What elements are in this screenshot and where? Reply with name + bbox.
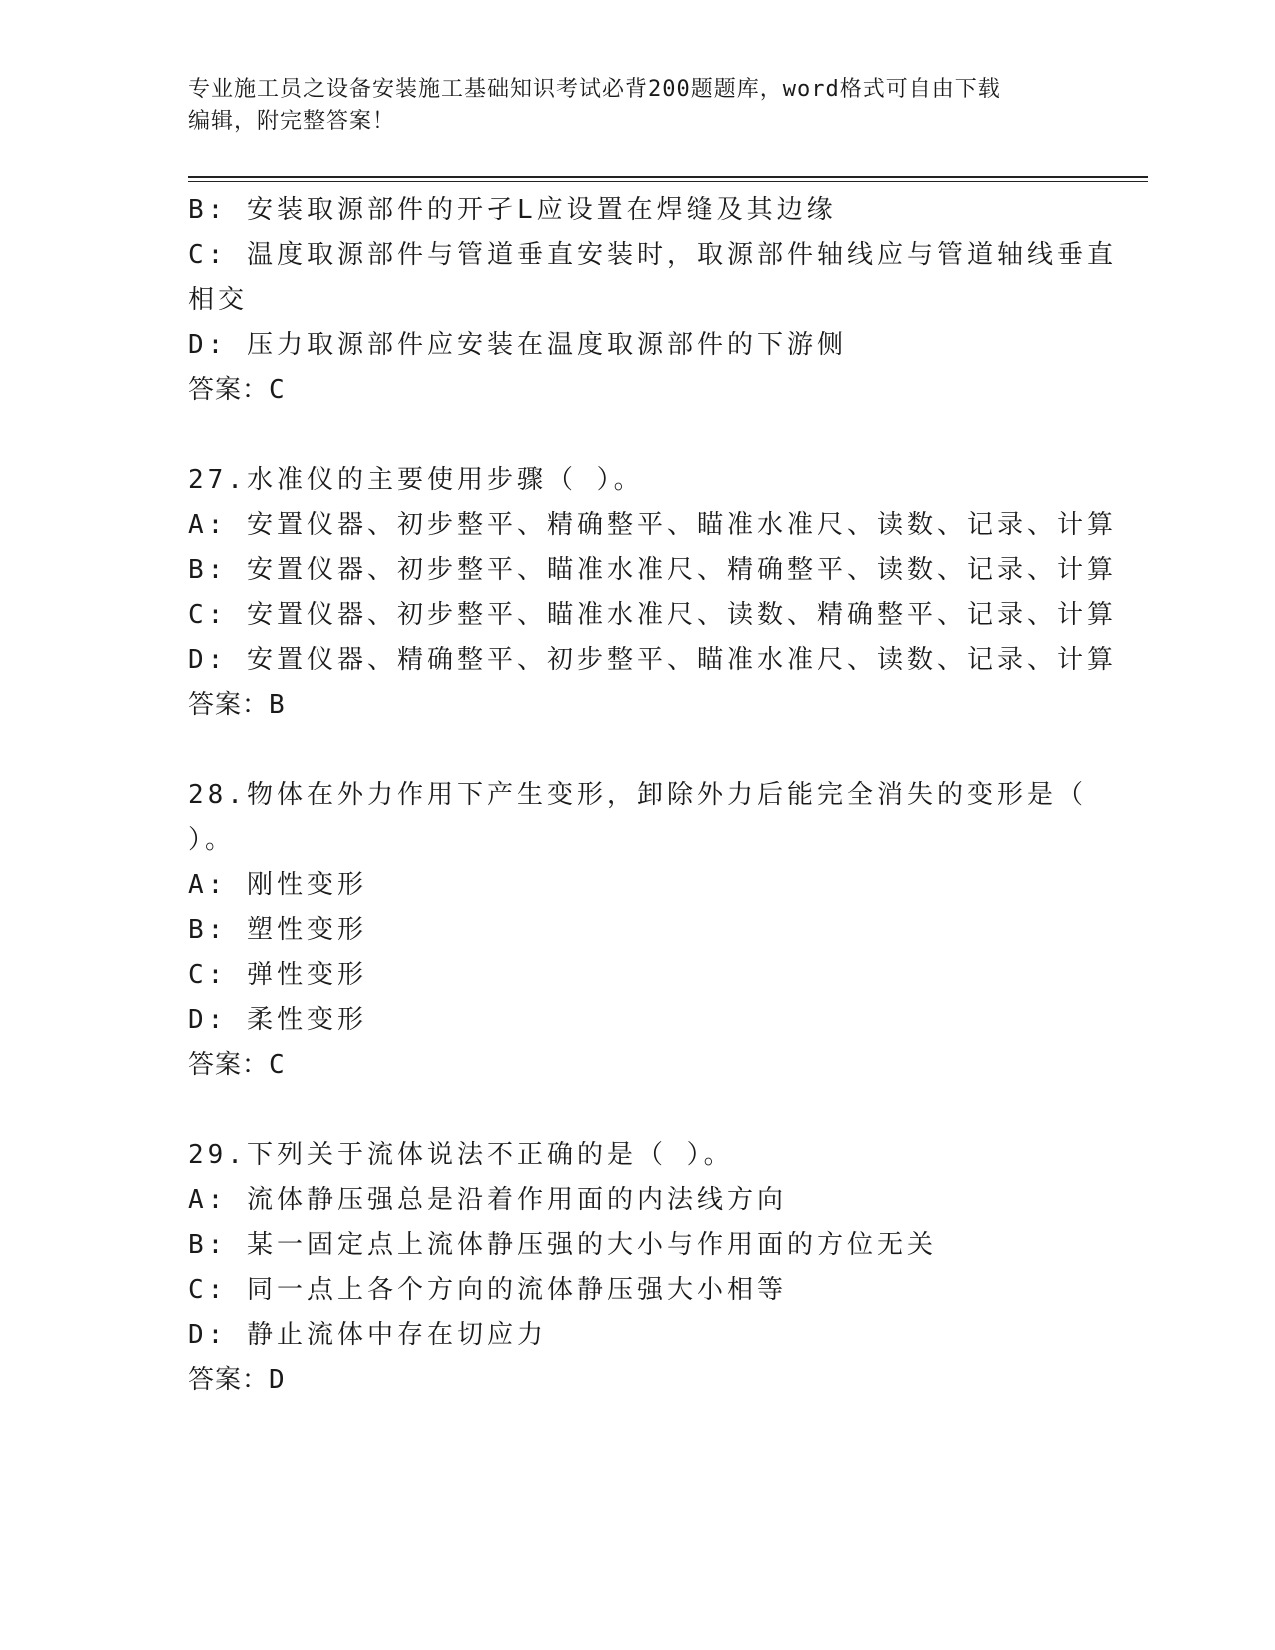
option-d: D: 安置仪器、精确整平、初步整平、瞄准水准尺、读数、记录、计算 xyxy=(188,645,1117,675)
answer: 答案：B xyxy=(188,690,286,720)
question-29 xyxy=(188,1133,1088,1403)
option-d: D: 压力取源部件应安装在温度取源部件的下游侧 xyxy=(188,330,847,360)
option-a: A: 流体静压强总是沿着作用面的内法线方向 xyxy=(188,1185,787,1215)
option-c-continued: 相交 xyxy=(188,285,249,315)
answer: 答案：C xyxy=(188,1050,286,1080)
option-d: D: 柔性变形 xyxy=(188,1005,367,1035)
header-rule-thin xyxy=(188,181,1148,182)
option-a: A: 刚性变形 xyxy=(188,870,367,900)
question-stem: 29.下列关于流体说法不正确的是（ ）。 xyxy=(188,1140,734,1170)
answer: 答案：C xyxy=(188,375,286,405)
header-rule-thick xyxy=(188,176,1148,178)
header-title-line1: 专业施工员之设备安装施工基础知识考试必背200题题库，word格式可自由下载 xyxy=(188,77,1001,102)
option-c: C: 温度取源部件与管道垂直安装时，取源部件轴线应与管道轴线垂直 xyxy=(188,240,1117,270)
option-a: A: 安置仪器、初步整平、精确整平、瞄准水准尺、读数、记录、计算 xyxy=(188,510,1117,540)
question-27 xyxy=(188,458,1117,728)
option-b: B: 某一固定点上流体静压强的大小与作用面的方位无关 xyxy=(188,1230,937,1260)
question-stem: 27.水准仪的主要使用步骤（ ）。 xyxy=(188,465,644,495)
option-c: C: 同一点上各个方向的流体静压强大小相等 xyxy=(188,1275,787,1305)
question-list xyxy=(188,188,1117,1403)
question-stem: 28.物体在外力作用下产生变形，卸除外力后能完全消失的变形是（ xyxy=(188,780,1087,810)
option-d: D: 静止流体中存在切应力 xyxy=(188,1320,547,1350)
option-b: B: 塑性变形 xyxy=(188,915,367,945)
option-c: C: 弹性变形 xyxy=(188,960,367,990)
continued-question xyxy=(188,188,1117,413)
question-28 xyxy=(188,773,1088,1088)
option-b: B: 安装取源部件的开孑L应设置在焊缝及其边缘 xyxy=(188,195,837,225)
option-c: C: 安置仪器、初步整平、瞄准水准尺、读数、精确整平、记录、计算 xyxy=(188,600,1117,630)
header-title-line2: 编辑，附完整答案！ xyxy=(188,109,396,134)
question-stem-continued: ）。 xyxy=(188,825,236,855)
document-header xyxy=(188,74,1088,138)
answer: 答案：D xyxy=(188,1365,286,1395)
option-b: B: 安置仪器、初步整平、瞄准水准尺、精确整平、读数、记录、计算 xyxy=(188,555,1117,585)
